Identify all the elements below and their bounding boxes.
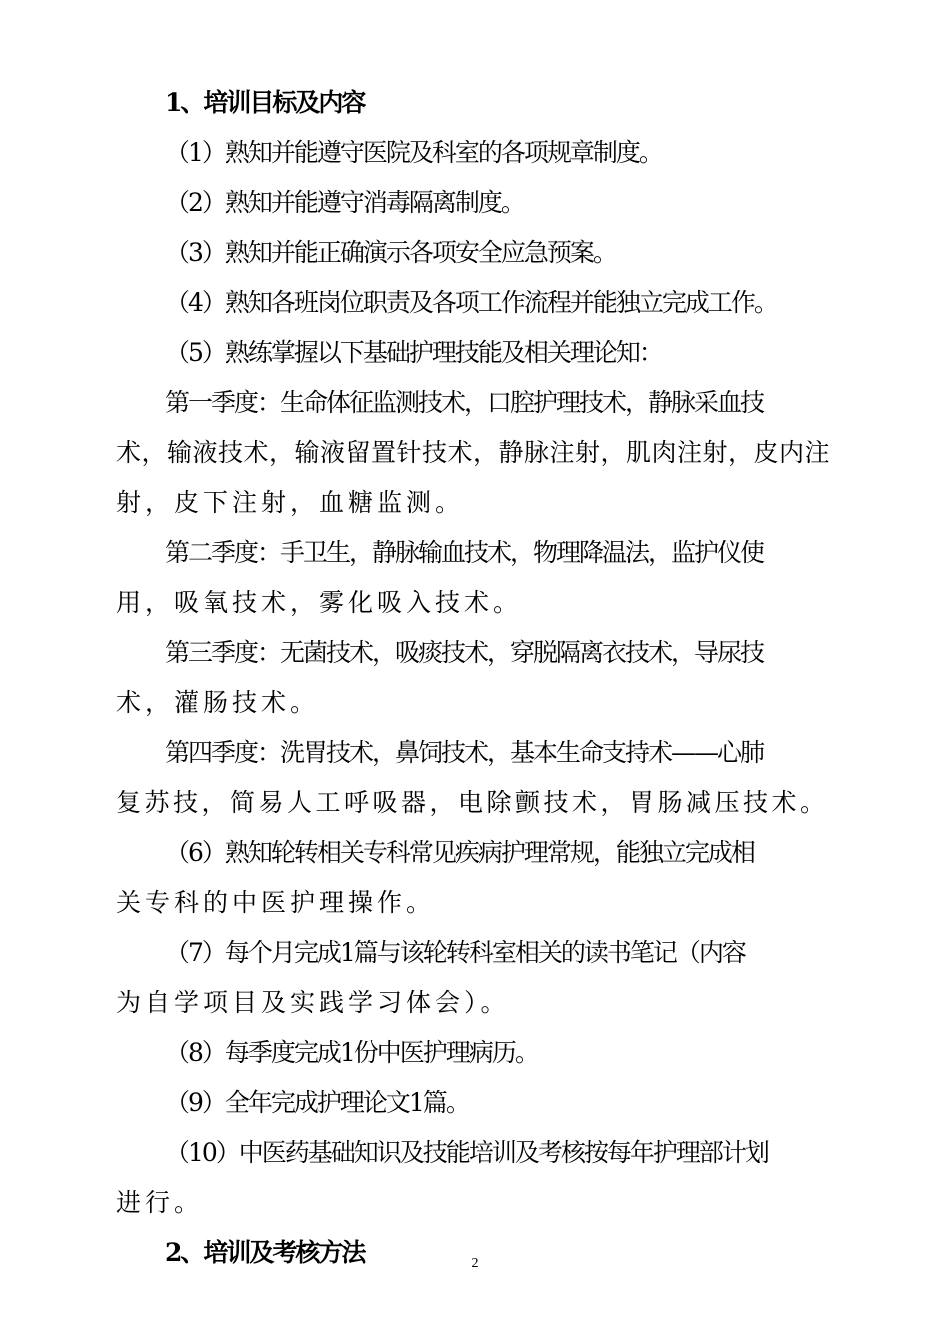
quarter-3-line-2: 术，灌肠技术。 bbox=[116, 688, 320, 717]
item-6-line-1: （6）熟知轮转相关专科常见疾病护理常规，能独立完成相 bbox=[165, 838, 754, 867]
item-2: （2）熟知并能遵守消毒隔离制度。 bbox=[165, 188, 524, 217]
item-7-line-1: （7）每个月完成1篇与该轮转科室相关的读书笔记（内容 bbox=[165, 938, 745, 967]
section-heading-1: 1、培训目标及内容 bbox=[165, 88, 365, 117]
quarter-2-line-1: 第二季度：手卫生，静脉输血技术，物理降温法，监护仪使 bbox=[165, 538, 764, 567]
quarter-1-line-1: 第一季度：生命体征监测技术，口腔护理技术，静脉采血技 bbox=[165, 388, 764, 417]
quarter-1-line-3: 射，皮下注射，血糖监测。 bbox=[116, 488, 465, 517]
quarter-2-line-2: 用，吸氧技术，雾化吸入技术。 bbox=[116, 588, 523, 617]
page-number: 2 bbox=[471, 1256, 479, 1271]
quarter-3-line-1: 第三季度：无菌技术，吸痰技术，穿脱隔离衣技术，导尿技 bbox=[165, 638, 764, 667]
item-6-line-2: 关专科的中医护理操作。 bbox=[116, 888, 436, 917]
item-4: （4）熟知各班岗位职责及各项工作流程并能独立完成工作。 bbox=[165, 288, 777, 317]
item-1: （1）熟知并能遵守医院及科室的各项规章制度。 bbox=[165, 138, 662, 167]
item-5: （5）熟练掌握以下基础护理技能及相关理论知： bbox=[165, 338, 662, 367]
item-3: （3）熟知并能正确演示各项安全应急预案。 bbox=[165, 238, 616, 267]
item-8: （8）每季度完成1份中医护理病历。 bbox=[165, 1038, 538, 1067]
item-9: （9）全年完成护理论文1篇。 bbox=[165, 1088, 469, 1117]
quarter-1-line-2: 术，输液技术，输液留置针技术，静脉注射，肌肉注射，皮内注 bbox=[116, 438, 831, 467]
item-10-line-2: 进行。 bbox=[116, 1188, 204, 1217]
section-heading-2: 2、培训及考核方法 bbox=[165, 1238, 365, 1267]
quarter-4-line-2: 复苏技，简易人工呼吸器，电除颤技术，胃肠减压技术。 bbox=[116, 788, 829, 817]
item-7-line-2: 为自学项目及实践学习体会）。 bbox=[116, 988, 510, 1017]
quarter-4-line-1: 第四季度：洗胃技术，鼻饲技术，基本生命支持术——心肺 bbox=[165, 738, 764, 767]
item-10-line-1: （10）中医药基础知识及技能培训及考核按每年护理部计划 bbox=[165, 1138, 768, 1167]
